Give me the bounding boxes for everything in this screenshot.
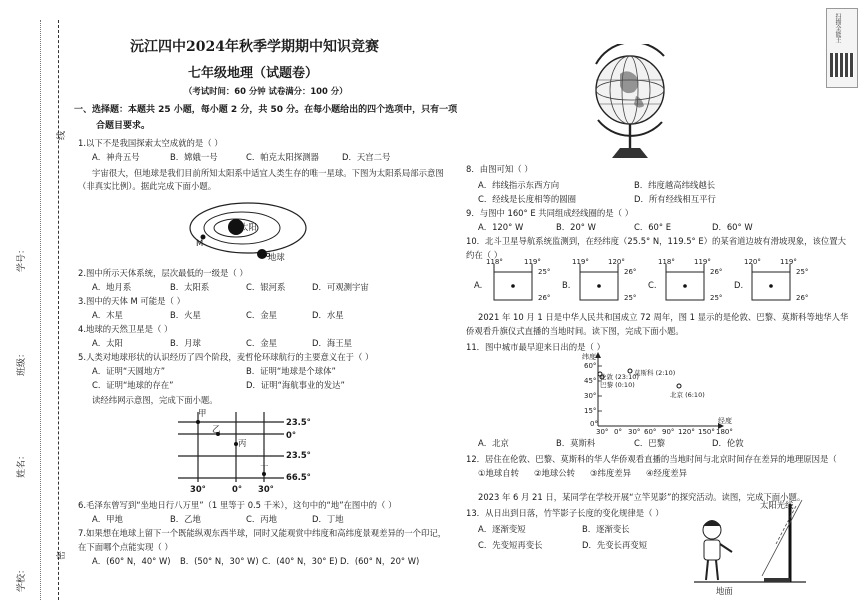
q10-d-lat25: 25° [796,268,809,276]
q10-grid-d-box [744,264,800,308]
chart-beijing-label: 北京 (6:10) [670,391,705,399]
q10-option-c[interactable]: C. [648,280,657,290]
q6-option-d[interactable]: D．丁地 [312,514,344,524]
q3-option-b[interactable]: B．火星 [170,310,201,320]
q8-stem: 8．由图可知（ ） [466,164,533,174]
q1-option-a[interactable]: A．神舟五号 [92,152,140,162]
q5-option-c[interactable]: C．证明“地球的存在” [92,380,174,390]
chart-ylabel: 纬度 [582,353,596,361]
q2-option-d[interactable]: D．可观测宇宙 [312,282,369,292]
q11-option-d[interactable]: D．伦敦 [712,438,744,448]
grid-lat-23s: 23.5° [286,450,311,460]
q11-option-b[interactable]: B．莫斯科 [556,438,596,448]
q4-option-b[interactable]: B．月球 [170,338,201,348]
q3-option-c[interactable]: C．金星 [246,310,277,320]
chart-x30e: 30° [628,428,641,436]
intro1-line2: （非真实比例）。据此完成下面小题。 [78,181,217,191]
chart-y45: 45° [584,377,597,385]
q8-option-c[interactable]: C．经线是长度相等的圆圈 [478,194,576,204]
shadow-experiment-illustration [690,496,810,596]
q10-d-lon119: 119° [780,258,797,266]
chart-y60: 60° [584,362,597,370]
q10-option-d[interactable]: D. [734,280,744,290]
gutter-number-label: 学号： [17,244,27,272]
q10-b-lon119: 119° [572,258,589,266]
school-title: 沅江四中2024年秋季学期期中知识竞赛 [130,39,379,55]
q10-c-lon118: 118° [658,258,675,266]
grid-bing-label: 丙 [238,438,247,448]
cut-line [58,20,59,600]
chart-london-label: 伦敦 (23:10) [600,373,639,381]
q3-option-a[interactable]: A．木星 [92,310,123,320]
q12-item-2[interactable]: ②地球公转 [534,468,576,478]
q10-option-a[interactable]: A. [474,280,483,290]
q10-d-lon120: 120° [744,258,761,266]
q10-c-lat25: 25° [710,294,723,302]
q10-a-lon119: 119° [524,258,541,266]
q10-b-lat25: 25° [624,294,637,302]
gutter-class-label: 班级： [17,348,27,376]
q12-item-4[interactable]: ④经度差异 [646,468,688,478]
intro2: 读经纬网示意图，完成下面小题。 [92,395,218,405]
q1-option-c[interactable]: C．帕克太阳探测器 [246,152,319,162]
q10-d-lat26: 26° [796,294,809,302]
q10-stem-line2: 约在（ ） [466,250,503,260]
sun-label: 太阳 [240,222,257,232]
intro3-line2: 侨观看升旗仪式直播的当地时间。读下图，完成下面小题。 [466,326,684,336]
q6-option-a[interactable]: A．甲地 [92,514,123,524]
chart-xlabel: 经度 [718,417,732,425]
q9-option-b[interactable]: B．20° W [556,222,596,232]
chart-x90: 90° [662,428,675,436]
chart-x60: 60° [644,428,657,436]
grid-lat-23n: 23.5° [286,417,311,427]
q8-option-a[interactable]: A．纬线指示东西方向 [478,180,560,190]
grid-lat-0: 0° [286,430,297,440]
q10-grid-c-box [658,264,714,308]
q7-option-c[interactable]: C．(40° N，30° E) [262,556,338,566]
q7-option-d[interactable]: D．(60° N，20° W) [340,556,420,566]
q6-stem: 6.毛泽东曾写到“坐地日行八万里”（1 里等于 0.5 千米），这句中的“地”在图中的（ ） [78,500,397,510]
q10-grid-a-box [486,264,542,308]
planet-m-label: M [196,238,204,248]
q8-option-d[interactable]: D．所有经线相互平行 [634,194,716,204]
q10-a-lon118: 118° [486,258,503,266]
q1-option-b[interactable]: B．嫦娥一号 [170,152,218,162]
q7-stem-line2: 在下面哪个点能实现（ ） [78,542,173,552]
gutter-line-mark: 线 [57,130,67,140]
gutter-seal-mark: 密 [57,550,67,560]
gutter-name-label: 姓名： [17,450,27,478]
q13-option-c[interactable]: C．先变短再变长 [478,540,543,550]
q4-option-d[interactable]: D．海王星 [312,338,352,348]
q12-item-1[interactable]: ①地球自转 [478,468,520,478]
q7-stem-line1: 7.如果想在地球上留下一个既能纵观东西半球，同时又能观赏中纬度和高纬度景观差异的一个印记， [78,528,447,538]
q2-option-c[interactable]: C．银河系 [246,282,286,292]
q1-stem: 1.以下不是我国探索太空成就的是（ ） [78,138,223,148]
q6-option-c[interactable]: C．丙地 [246,514,277,524]
chart-x120: 120° [678,428,695,436]
ground-label: 地面 [716,586,733,596]
q3-stem: 3.图中的天体 M 可能是（ ） [78,296,185,306]
chart-x180: 180° [716,428,733,436]
q11-option-a[interactable]: A．北京 [478,438,509,448]
q10-c-lat26: 26° [710,268,723,276]
chart-x150: 150° [698,428,715,436]
q7-option-a[interactable]: A．(60° N，40° W) [92,556,171,566]
section1-heading: 一、选择题：本题共 25 小题，每小题 2 分，共 50 分。在每小题给出的四个选项中，只有一项 [74,105,458,115]
fold-line [40,20,41,600]
chart-x0: 0° [614,428,622,436]
q9-option-a[interactable]: A．120° W [478,222,524,232]
q4-option-a[interactable]: A．太阳 [92,338,123,348]
q5-option-d[interactable]: D．证明“海航事业的发达” [246,380,345,390]
q10-b-lat26: 26° [624,268,637,276]
grid-lon-0: 0° [232,484,243,494]
q1-option-d[interactable]: D．天宫二号 [342,152,391,162]
grid-ding-label: 丁 [260,464,269,474]
q10-b-lon120: 120° [608,258,625,266]
grid-lon-30w: 30° [190,484,206,494]
section1-heading-cont: 合题目要求。 [96,121,151,131]
chart-paris-label: 巴黎 (0:10) [600,381,635,389]
q12-stem: 12．居住在伦敦、巴黎、莫斯科的华人华侨观看直播的当地时间与北京时间存在差异的地理原因是（ [466,454,837,464]
chart-y0: 0° [590,420,598,428]
globe-illustration [590,44,670,162]
q10-a-lat26: 26° [538,294,551,302]
lat-lon-grid-diagram [174,408,286,484]
q13-option-b[interactable]: B．逐渐变长 [582,524,630,534]
exam-info: （考试时间：60 分钟 试卷满分：100 分） [184,86,348,96]
chart-y30: 30° [584,392,597,400]
q10-a-lat25: 25° [538,268,551,276]
q10-grid-b-box [572,264,628,308]
grid-lat-66s: 66.5° [286,472,311,482]
intro4: 2023 年 6 月 21 日，某同学在学校开展“立竿见影”的探究活动。读图，完成下面小题。 [478,492,806,502]
subject-title: 七年级地理（试题卷） [188,66,319,81]
binding-gutter [0,0,70,608]
q13-stem: 13．从日出到日落，竹竿影子长度的变化规律是（ ） [466,508,664,518]
intro1-line1: 宇宙很大，但地球是我们目前所知太阳系中适宜人类生存的唯一星球。下图为太阳系局部示意图 [92,168,444,178]
grid-jia-label: 甲 [198,408,207,418]
q6-option-b[interactable]: B．乙地 [170,514,201,524]
grid-lon-30e: 30° [258,484,274,494]
intro3-line1: 2021 年 10 月 1 日是中华人民共和国成立 72 周年，图 1 显示的是伦敦、巴黎、莫斯科等地华人华 [478,312,849,322]
chart-y15: 15° [584,407,597,415]
q9-stem: 9．与图中 160° E 共同组成经线圈的是（ ） [466,208,634,218]
qr-code-icon [830,53,854,77]
q12-item-3[interactable]: ③纬度差异 [590,468,632,478]
q11-stem: 11．图中城市最早迎来日出的是（ ） [466,342,605,352]
q11-option-c[interactable]: C．巴黎 [634,438,665,448]
q2-option-b[interactable]: B．太阳系 [170,282,210,292]
scanner-watermark [826,8,858,88]
q2-stem: 2.图中所示天体系统，层次最低的一级是（ ） [78,268,248,278]
q9-option-d[interactable]: D．60° W [712,222,753,232]
grid-yi-label: 乙 [212,424,221,434]
q8-option-b[interactable]: B．纬度越高纬线越长 [634,180,716,190]
q5-stem: 5.人类对地球形状的认识经历了四个阶段，麦哲伦环球航行的主要意义在于（ ） [78,352,374,362]
q5-option-a[interactable]: A．证明“天圆地方” [92,366,166,376]
q10-c-lon119: 119° [694,258,711,266]
q5-option-b[interactable]: B．证明“地球是个球体” [246,366,336,376]
earth-label: 地球 [268,252,285,262]
gutter-school-label: 学校： [17,564,27,592]
q3-option-d[interactable]: D．水星 [312,310,344,320]
q13-option-a[interactable]: A．逐渐变短 [478,524,526,534]
q4-option-c[interactable]: C．金星 [246,338,277,348]
q10-option-b[interactable]: B. [562,280,571,290]
q7-option-b[interactable]: B．(50° N，30° W) [180,556,259,566]
sunlight-label: 太阳光线 [760,500,794,510]
q2-option-a[interactable]: A．地月系 [92,282,132,292]
q10-stem-line1: 10．北斗卫星导航系统监测到，在经纬度（25.5° N，119.5° E）的某省道边坡有滑坡现象，该位置大 [466,236,847,246]
q13-option-d[interactable]: D．先变长再变短 [582,540,648,550]
chart-moscow-label: 莫斯科 (2:10) [634,369,676,377]
q4-stem: 4.地球的天然卫星是（ ） [78,324,173,334]
scanner-watermark-text: 扫描全能王 [834,13,841,43]
q9-option-c[interactable]: C．60° E [634,222,672,232]
chart-x30w: 30° [596,428,609,436]
solar-system-diagram [186,194,336,270]
